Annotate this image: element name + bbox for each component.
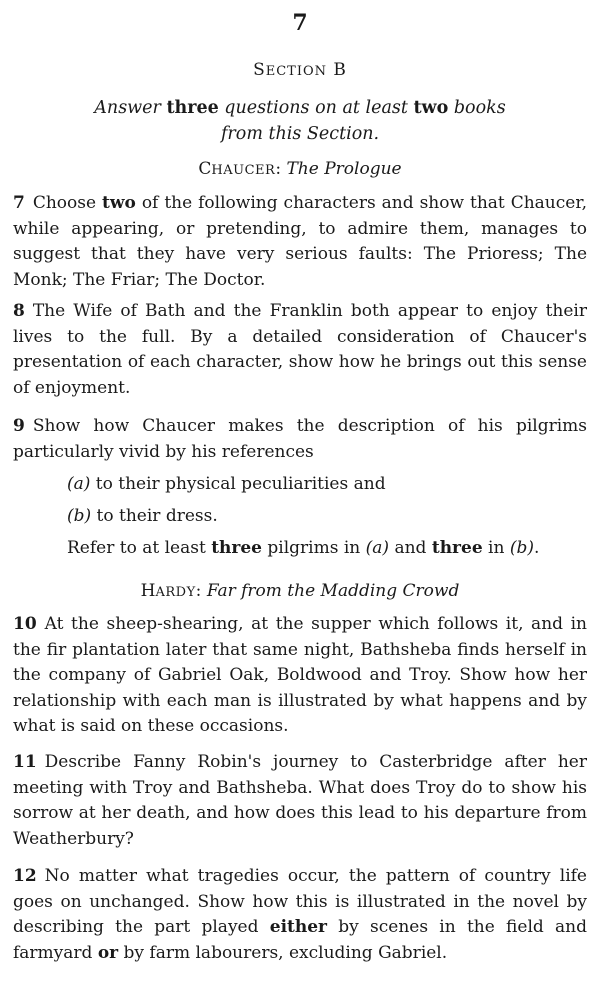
- question-9: 9 Show how Chaucer makes the description of his pilgrims particularly vivid by his references: [13, 416, 587, 462]
- question-10: 10 At the sheep-shearing, at the supper which follows it, and in the fir plantation later that same night, Bathsheba finds herself in the company of Gabriel Oak, Boldwood and Troy. Show how her relationship with each man is illustrated by what happens and by what is said on these occasions.: [13, 614, 587, 736]
- page-number: 7: [292, 10, 308, 36]
- question-11: 11 Describe Fanny Robin's journey to Casterbridge after her meeting with Troy and Bathsheba. What does Troy do to show his sorrow at her death, and how does this lead to his departure from Weatherbury?: [13, 752, 587, 849]
- section-instructions: Answer three questions on at least two books from this Section.: [94, 98, 506, 144]
- question-9-part-a: (a) to their physical peculiarities and: [67, 474, 386, 494]
- question-7: 7 Choose two of the following characters and show that Chaucer, while appearing, or pretending, to admire them, manages to suggest that they have very serious faults: The Prioress; The Monk; The Friar; The Doctor.: [13, 193, 587, 290]
- section-title: SECTION B: [253, 60, 347, 80]
- question-12: 12 No matter what tragedies occur, the pattern of country life goes on unchanged. Show how this is illustrated in the novel by describing the part played either by scenes in the field and farmyard or by farm labourers, excluding Gabriel.: [13, 866, 587, 963]
- chaucer-heading: CHAUCER: The Prologue: [198, 159, 402, 179]
- question-9-instruction: Refer to at least three pilgrims in (a) and three in (b).: [67, 538, 540, 558]
- question-9-part-b: (b) to their dress.: [67, 506, 218, 526]
- question-8: 8 The Wife of Bath and the Franklin both appear to enjoy their lives to the full. By a detailed consideration of Chaucer's presentation of each character, show how he brings out this sense of enjoyment.: [13, 301, 587, 398]
- hardy-heading: HARDY: Far from the Madding Crowd: [140, 581, 460, 601]
